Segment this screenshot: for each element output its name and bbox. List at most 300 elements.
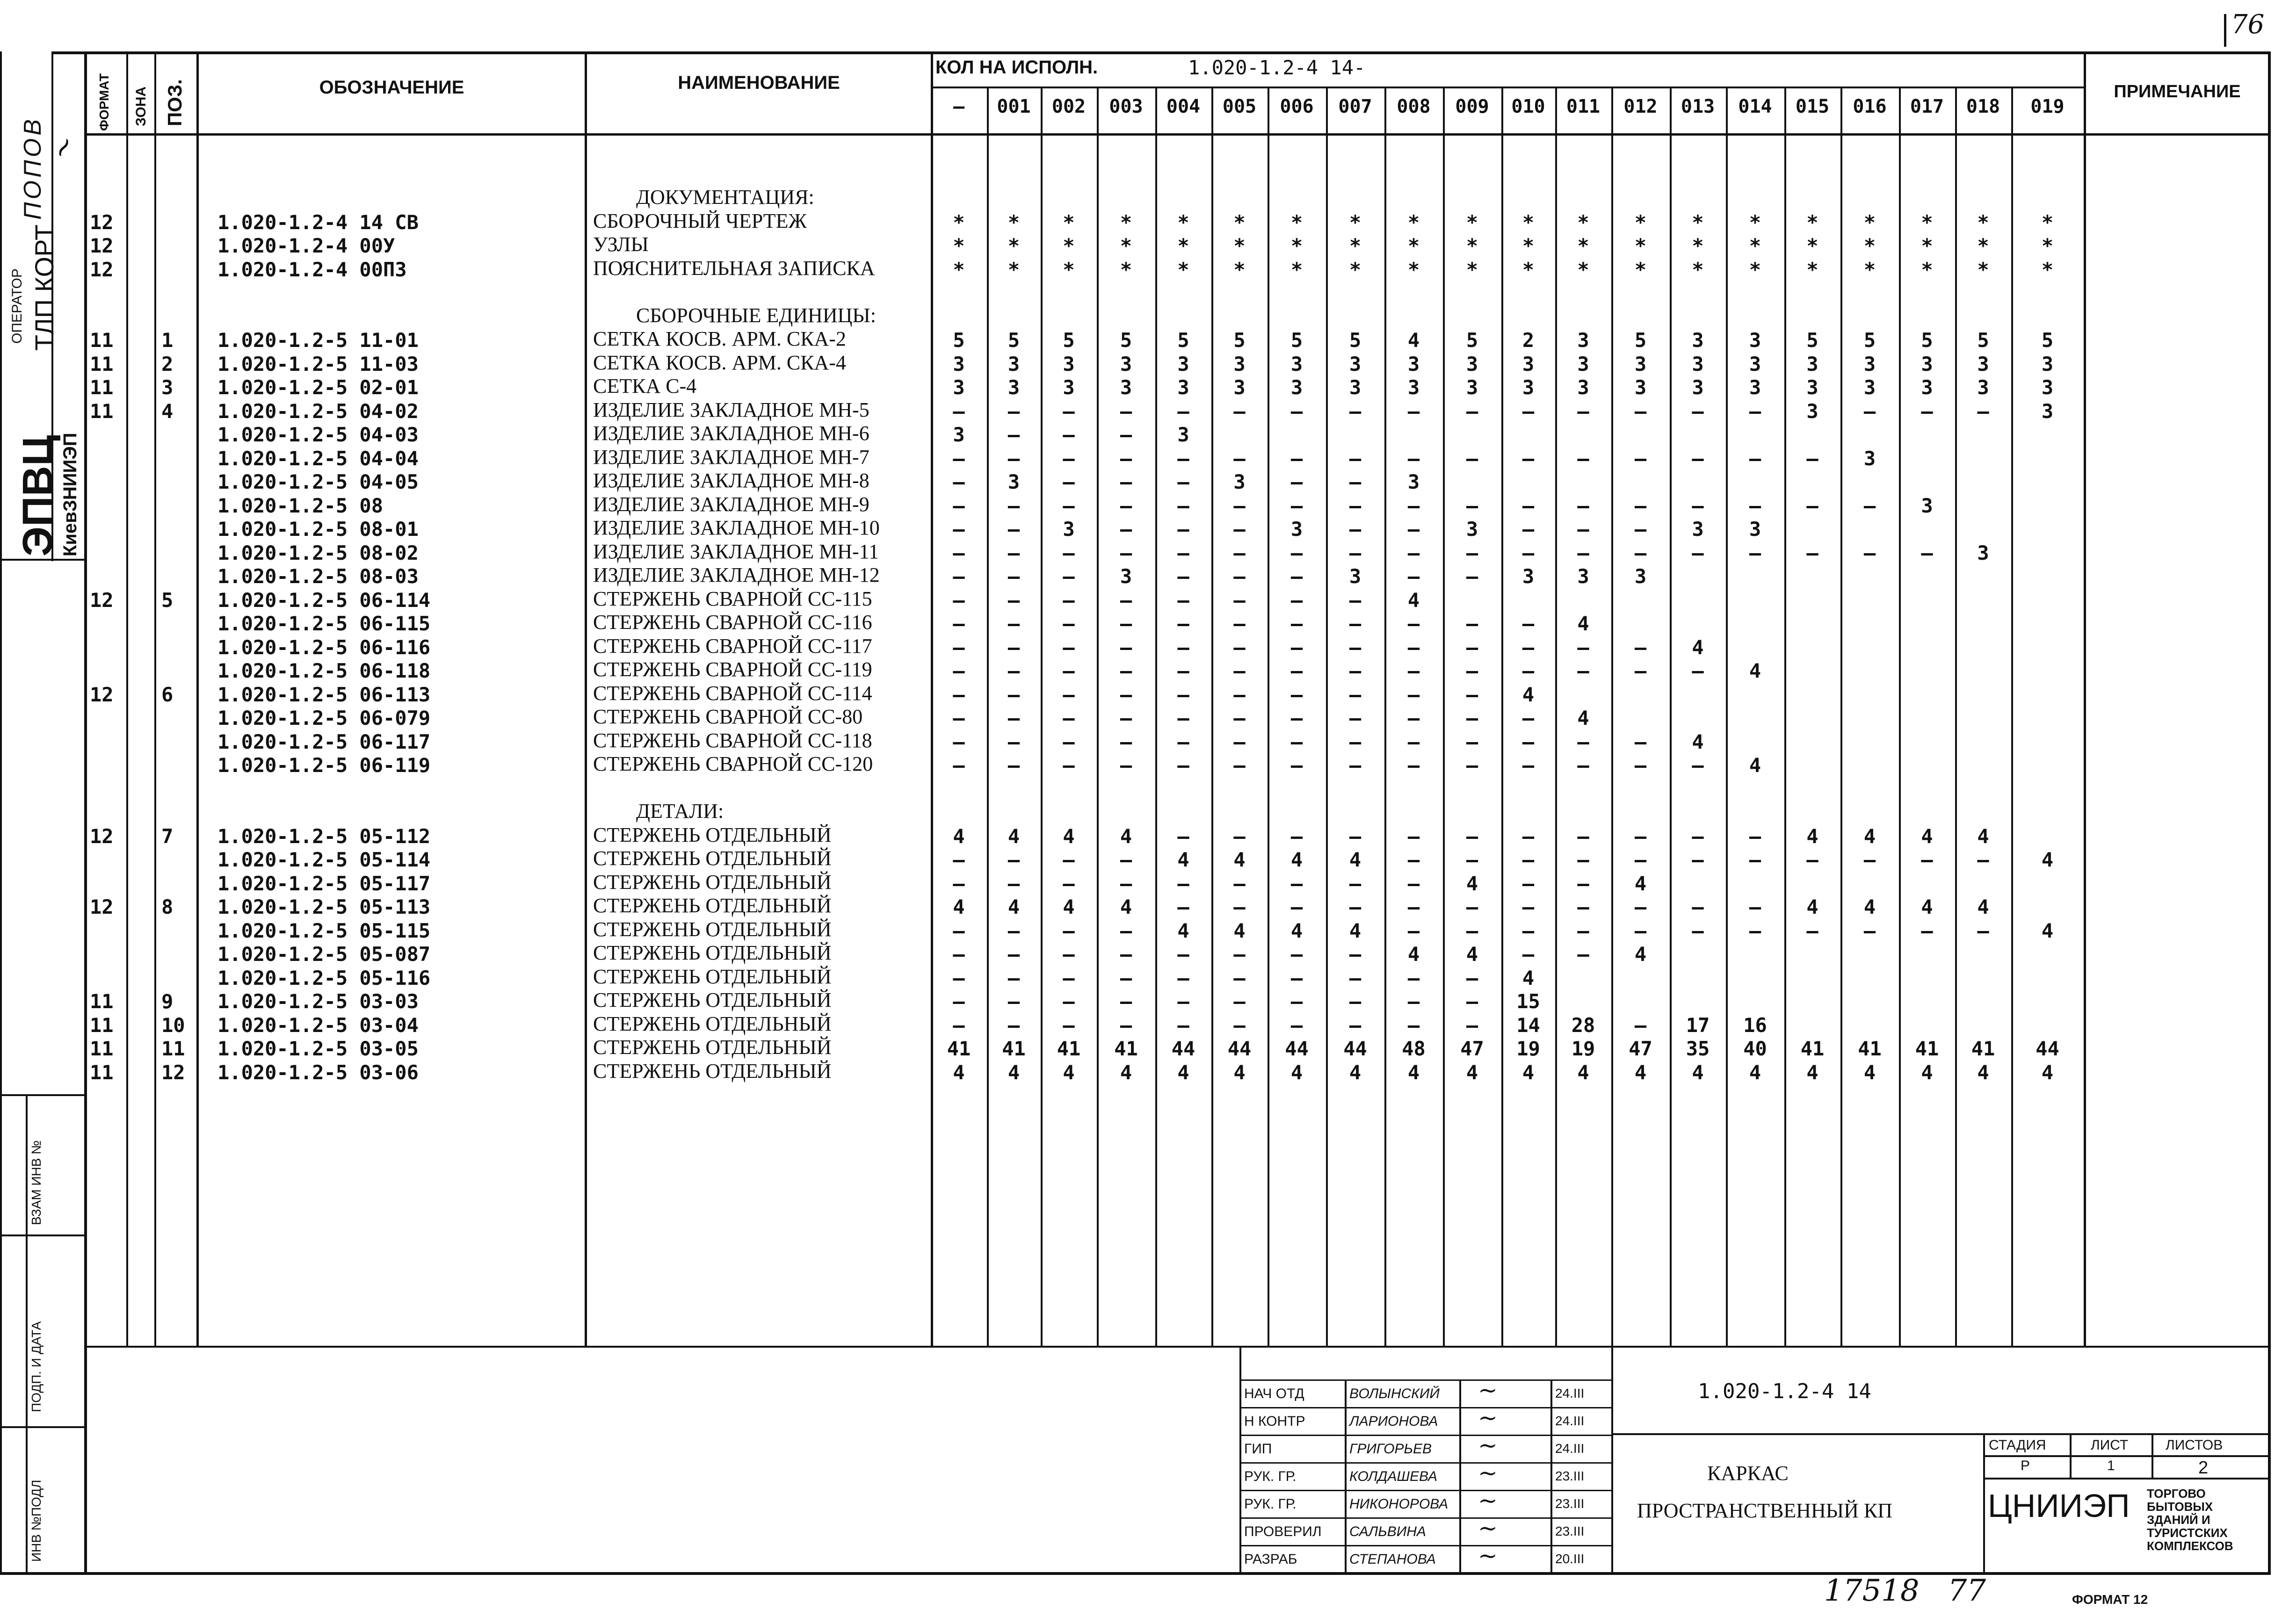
qty-cell: — — [1290, 683, 1303, 706]
qty-cell: — — [1749, 399, 1761, 423]
qty-cell: — — [1577, 518, 1589, 541]
row-designation: 1.020-1.2-5 04-02 — [217, 399, 419, 423]
qty-cell: 4 — [1634, 1061, 1647, 1084]
qty-cell: — — [1007, 541, 1020, 564]
qty-cell: — — [1233, 990, 1246, 1013]
qty-cell: 4 — [1007, 1061, 1020, 1084]
qty-cell: 3 — [1177, 423, 1189, 446]
qty-cell: 4 — [1749, 1061, 1761, 1084]
qty-cell: 3 — [1177, 376, 1189, 399]
row-pos: 7 — [161, 824, 174, 848]
row-pos: 2 — [161, 352, 174, 375]
qty-cell: 3 — [1577, 352, 1589, 375]
qty-cell: — — [953, 966, 965, 989]
qty-cell: * — [953, 234, 965, 257]
qty-cell: — — [1407, 848, 1420, 871]
tb-date: 24.III — [1555, 1441, 1585, 1456]
variant-header: 010 — [1511, 96, 1545, 117]
variant-header: 015 — [1795, 96, 1830, 117]
qty-cell: 5 — [1921, 329, 1933, 352]
tb-signature: ~ — [1478, 1459, 1498, 1487]
qty-cell: — — [1007, 754, 1020, 777]
row-pos: 5 — [161, 588, 174, 612]
qty-cell: 4 — [1749, 754, 1761, 777]
qty-cell: 41 — [1057, 1037, 1081, 1060]
qty-cell: 2 — [1522, 329, 1535, 352]
qty-cell: * — [1466, 234, 1478, 257]
variant-header: 014 — [1738, 96, 1772, 117]
qty-cell: — — [1466, 730, 1478, 753]
qty-cell: — — [1466, 565, 1478, 588]
qty-cell: — — [1063, 872, 1075, 895]
qty-cell: 5 — [1634, 329, 1647, 352]
qty-cell: — — [953, 919, 965, 942]
row-format: 11 — [90, 399, 114, 423]
qty-cell: — — [1634, 494, 1647, 517]
variant-header: 013 — [1681, 96, 1715, 117]
tb-date: 24.III — [1555, 1414, 1585, 1428]
qty-cell: 5 — [1466, 329, 1478, 352]
qty-cell: 3 — [1749, 329, 1761, 352]
qty-cell: — — [1634, 399, 1647, 423]
header-qty-title: КОЛ НА ИСПОЛН. — [935, 57, 1098, 78]
row-designation: 1.020-1.2-5 08-02 — [217, 541, 419, 564]
qty-cell: * — [1007, 234, 1020, 257]
qty-cell: 3 — [1522, 352, 1535, 375]
qty-cell: 5 — [953, 329, 965, 352]
qty-cell: — — [1349, 635, 1362, 659]
qty-cell: — — [1466, 612, 1478, 635]
qty-cell: — — [1577, 919, 1589, 942]
tb-role: РАЗРАБ — [1244, 1552, 1297, 1567]
tb-role: ГИП — [1244, 1441, 1272, 1457]
qty-cell: — — [1177, 824, 1189, 848]
qty-cell: 4 — [1977, 1061, 1989, 1084]
qty-cell: * — [1577, 210, 1589, 234]
qty-cell: — — [1977, 848, 1989, 871]
qty-cell: * — [1349, 234, 1362, 257]
qty-cell: — — [1063, 966, 1075, 989]
qty-cell: — — [1522, 494, 1535, 517]
qty-cell: 3 — [1692, 329, 1704, 352]
qty-cell: 5 — [1063, 329, 1075, 352]
qty-cell: * — [953, 258, 965, 281]
qty-cell: — — [1977, 919, 1989, 942]
qty-cell: 4 — [1921, 824, 1933, 848]
qty-cell: 3 — [1749, 352, 1761, 375]
qty-cell: — — [1120, 399, 1132, 423]
qty-cell: 4 — [2041, 1061, 2054, 1084]
qty-cell: * — [1233, 234, 1246, 257]
qty-cell: * — [1806, 258, 1818, 281]
tb-signature: ~ — [1478, 1542, 1498, 1569]
qty-cell: 3 — [1921, 376, 1933, 399]
row-format: 12 — [90, 824, 114, 848]
qty-cell: — — [1349, 966, 1362, 989]
qty-cell: — — [953, 518, 965, 541]
row-name: СТЕРЖЕНЬ СВАРНОЙ СС-119 — [593, 658, 872, 681]
stamp-tlp: ТЛП КОРТ — [29, 224, 59, 351]
qty-cell: — — [953, 848, 965, 871]
qty-cell: — — [1407, 990, 1420, 1013]
qty-cell: — — [1063, 612, 1075, 635]
stamp-signature: ~ — [43, 129, 84, 166]
qty-cell: 3 — [1977, 376, 1989, 399]
qty-cell: 3 — [1349, 376, 1362, 399]
row-designation: 1.020-1.2-5 11-03 — [217, 352, 419, 375]
qty-cell: — — [1290, 399, 1303, 423]
qty-cell: 4 — [1290, 1061, 1303, 1084]
qty-cell: 3 — [1863, 376, 1876, 399]
qty-cell: — — [1007, 399, 1020, 423]
qty-cell: — — [1063, 635, 1075, 659]
qty-cell: — — [953, 470, 965, 493]
qty-cell: — — [1407, 399, 1420, 423]
qty-cell: — — [1522, 447, 1535, 470]
qty-cell: 4 — [1806, 824, 1818, 848]
qty-cell: 4 — [1863, 1061, 1876, 1084]
row-name: СБОРОЧНЫЕ ЕДИНИЦЫ: — [636, 303, 876, 327]
qty-cell: * — [1177, 234, 1189, 257]
qty-cell: 16 — [1743, 1013, 1767, 1037]
qty-cell: 4 — [1577, 612, 1589, 635]
qty-cell: — — [1749, 895, 1761, 918]
qty-cell: — — [1577, 635, 1589, 659]
tb-date: 23.III — [1555, 1524, 1585, 1538]
row-name: ИЗДЕЛИЕ ЗАКЛАДНОЕ МН-12 — [593, 563, 880, 586]
qty-cell: 3 — [1007, 470, 1020, 493]
qty-cell: 3 — [1063, 376, 1075, 399]
row-name: СТЕРЖЕНЬ СВАРНОЙ СС-115 — [593, 587, 872, 610]
qty-cell: — — [1977, 399, 1989, 423]
row-designation: 1.020-1.2-5 11-01 — [217, 329, 419, 352]
qty-cell: — — [1466, 399, 1478, 423]
qty-cell: — — [1120, 635, 1132, 659]
row-pos: 6 — [161, 683, 174, 706]
qty-cell: — — [1120, 659, 1132, 682]
qty-cell: — — [1407, 683, 1420, 706]
row-format: 12 — [90, 210, 114, 234]
qty-cell: — — [1692, 494, 1704, 517]
qty-cell: — — [1522, 399, 1535, 423]
row-pos: 4 — [161, 399, 174, 423]
qty-cell: 4 — [1290, 848, 1303, 871]
stamp-inv-orig: ИНВ №ПОДЛ — [29, 1480, 43, 1562]
qty-cell: — — [1692, 659, 1704, 682]
qty-cell: 3 — [1634, 352, 1647, 375]
qty-cell: 3 — [1063, 352, 1075, 375]
tb-signature: ~ — [1478, 1487, 1498, 1514]
qty-cell: * — [1692, 210, 1704, 234]
row-pos: 12 — [161, 1061, 185, 1084]
qty-cell: 41 — [1002, 1037, 1026, 1060]
qty-cell: — — [1634, 659, 1647, 682]
header-name: НАИМЕНОВАНИЕ — [678, 72, 840, 93]
row-designation: 1.020-1.2-5 08-01 — [217, 518, 419, 541]
header-pos: ПОЗ. — [164, 79, 186, 126]
qty-cell: — — [1522, 919, 1535, 942]
row-name: УЗЛЫ — [593, 233, 649, 256]
qty-cell: * — [1692, 258, 1704, 281]
qty-cell: 41 — [1114, 1037, 1138, 1060]
qty-cell: 5 — [1349, 329, 1362, 352]
qty-cell: — — [1407, 707, 1420, 729]
qty-cell: — — [1290, 612, 1303, 635]
qty-cell: — — [1634, 824, 1647, 848]
qty-cell: 4 — [1863, 824, 1876, 848]
qty-cell: — — [1007, 990, 1020, 1013]
qty-cell: — — [1177, 990, 1189, 1013]
qty-cell: * — [1634, 210, 1647, 234]
qty-cell: 3 — [953, 352, 965, 375]
qty-cell: * — [1806, 234, 1818, 257]
qty-cell: 4 — [1349, 848, 1362, 871]
qty-cell: — — [1522, 895, 1535, 918]
qty-cell: — — [1290, 1013, 1303, 1037]
row-designation: 1.020-1.2-5 06-079 — [217, 707, 431, 729]
qty-cell: * — [1407, 234, 1420, 257]
qty-cell: — — [1407, 659, 1420, 682]
variant-header: 008 — [1397, 96, 1431, 117]
row-pos: 10 — [161, 1013, 185, 1037]
qty-cell: 3 — [1634, 376, 1647, 399]
row-format: 11 — [90, 376, 114, 399]
qty-cell: — — [1749, 824, 1761, 848]
tb-org: ЦНИИЭП — [1988, 1487, 2130, 1524]
qty-cell: — — [953, 1013, 965, 1037]
qty-cell: 3 — [1407, 352, 1420, 375]
qty-cell: — — [1466, 635, 1478, 659]
row-designation: 1.020-1.2-5 03-05 — [217, 1037, 419, 1060]
row-name: СТЕРЖЕНЬ ОТДЕЛЬНЫЙ — [593, 1059, 832, 1083]
qty-cell: 3 — [1349, 565, 1362, 588]
qty-cell: — — [1007, 919, 1020, 942]
qty-cell: 4 — [1007, 895, 1020, 918]
qty-cell: 5 — [2041, 329, 2054, 352]
row-format: 12 — [90, 683, 114, 706]
qty-cell: — — [1466, 990, 1478, 1013]
footer-format: ФОРМАТ 12 — [2072, 1592, 2148, 1607]
qty-cell: 4 — [1634, 872, 1647, 895]
qty-cell: — — [1120, 990, 1132, 1013]
qty-cell: * — [1634, 234, 1647, 257]
qty-cell: 35 — [1686, 1037, 1710, 1060]
qty-cell: 4 — [1634, 943, 1647, 966]
qty-cell: — — [1466, 1013, 1478, 1037]
qty-cell: 28 — [1571, 1013, 1595, 1037]
qty-cell: * — [1466, 210, 1478, 234]
row-designation: 1.020-1.2-5 06-116 — [217, 635, 431, 659]
qty-cell: 3 — [1120, 352, 1132, 375]
qty-cell: 4 — [1466, 1061, 1478, 1084]
qty-cell: * — [1466, 258, 1478, 281]
qty-cell: — — [1290, 470, 1303, 493]
qty-cell: — — [1749, 919, 1761, 942]
qty-cell: — — [1007, 659, 1020, 682]
qty-cell: — — [1233, 659, 1246, 682]
header-zone: ЗОНА — [133, 86, 149, 126]
qty-cell: * — [2041, 258, 2054, 281]
qty-cell: — — [1063, 541, 1075, 564]
qty-cell: 4 — [1120, 895, 1132, 918]
qty-cell: 3 — [1063, 518, 1075, 541]
qty-cell: 4 — [1522, 966, 1535, 989]
qty-cell: — — [1466, 447, 1478, 470]
qty-cell: 3 — [1577, 565, 1589, 588]
qty-cell: — — [1349, 990, 1362, 1013]
qty-cell: * — [1977, 234, 1989, 257]
qty-cell: 3 — [1120, 565, 1132, 588]
qty-cell: — — [1120, 730, 1132, 753]
qty-cell: 4 — [1177, 919, 1189, 942]
qty-cell: * — [1863, 258, 1876, 281]
qty-cell: — — [1233, 1013, 1246, 1037]
qty-cell: — — [1120, 612, 1132, 635]
qty-cell: — — [1063, 588, 1075, 612]
row-designation: 1.020-1.2-5 03-04 — [217, 1013, 419, 1037]
row-pos: 11 — [161, 1037, 185, 1060]
variant-header: 019 — [2030, 96, 2065, 117]
footer-handwritten: 17518 77 — [1824, 1573, 1986, 1608]
row-format: 11 — [90, 1013, 114, 1037]
title-block-row-line — [1239, 1462, 1611, 1464]
qty-cell: — — [1522, 730, 1535, 753]
qty-cell: 4 — [2041, 919, 2054, 942]
qty-cell: 47 — [1629, 1037, 1652, 1060]
title-block-row-line — [1239, 1573, 1611, 1574]
qty-cell: — — [1634, 754, 1647, 777]
row-pos: 3 — [161, 376, 174, 399]
qty-cell: — — [1290, 966, 1303, 989]
qty-cell: — — [1806, 919, 1818, 942]
qty-cell: 4 — [1120, 1061, 1132, 1084]
qty-cell: — — [1466, 494, 1478, 517]
qty-cell: 4 — [1806, 895, 1818, 918]
tb-sheet: 1 — [2107, 1458, 2115, 1473]
row-name: СТЕРЖЕНЬ СВАРНОЙ СС-117 — [593, 634, 872, 657]
header-designation: ОБОЗНАЧЕНИЕ — [319, 77, 464, 98]
qty-cell: — — [1233, 518, 1246, 541]
qty-cell: — — [1863, 541, 1876, 564]
qty-cell: — — [1692, 447, 1704, 470]
qty-cell: — — [1349, 659, 1362, 682]
header-base-code: 1.020-1.2-4 14- — [1188, 56, 1366, 79]
row-designation: 1.020-1.2-5 05-114 — [217, 848, 431, 871]
qty-cell: 3 — [2041, 376, 2054, 399]
qty-cell: 3 — [1522, 565, 1535, 588]
title-block-row-line — [1239, 1517, 1611, 1519]
qty-cell: — — [1863, 399, 1876, 423]
qty-cell: — — [1349, 612, 1362, 635]
qty-cell: 3 — [953, 376, 965, 399]
qty-cell: — — [1177, 1013, 1189, 1037]
qty-cell: — — [1120, 966, 1132, 989]
tb-signature: ~ — [1478, 1404, 1498, 1431]
qty-cell: 5 — [1863, 329, 1876, 352]
qty-cell: — — [953, 730, 965, 753]
variant-header: 005 — [1222, 96, 1257, 117]
qty-cell: — — [1007, 872, 1020, 895]
qty-cell: 3 — [1007, 352, 1020, 375]
row-name: СТЕРЖЕНЬ СВАРНОЙ СС-120 — [593, 752, 873, 775]
row-name: СЕТКА КОСВ. АРМ. СКА-4 — [593, 351, 846, 374]
tb-signature: ~ — [1478, 1515, 1498, 1542]
row-name: СТЕРЖЕНЬ ОТДЕЛЬНЫЙ — [593, 823, 832, 846]
qty-cell: — — [1522, 872, 1535, 895]
qty-cell: 40 — [1743, 1037, 1767, 1060]
qty-cell: 4 — [1577, 707, 1589, 729]
qty-cell: * — [2041, 234, 2054, 257]
qty-cell: — — [1290, 588, 1303, 612]
row-name: СБОРОЧНЫЙ ЧЕРТЕЖ — [593, 209, 807, 232]
qty-cell: — — [1007, 730, 1020, 753]
qty-cell: — — [1063, 683, 1075, 706]
qty-cell: 41 — [1800, 1037, 1825, 1060]
qty-cell: 3 — [1634, 565, 1647, 588]
qty-cell: * — [1120, 258, 1132, 281]
qty-cell: — — [1007, 518, 1020, 541]
variant-header: 003 — [1109, 96, 1143, 117]
qty-cell: 4 — [1177, 1061, 1189, 1084]
qty-cell: — — [1177, 588, 1189, 612]
tb-name: ГРИГОРЬЕВ — [1349, 1441, 1432, 1457]
qty-cell: — — [1349, 943, 1362, 966]
row-designation: 1.020-1.2-5 05-112 — [217, 824, 431, 848]
qty-cell: — — [1120, 518, 1132, 541]
qty-cell: — — [1177, 635, 1189, 659]
tb-name: НИКОНОРОВА — [1349, 1496, 1449, 1512]
qty-cell: — — [1577, 754, 1589, 777]
qty-cell: 3 — [1290, 376, 1303, 399]
qty-cell: — — [1233, 943, 1246, 966]
qty-cell: — — [1349, 470, 1362, 493]
qty-cell: 4 — [1522, 1061, 1535, 1084]
qty-cell: — — [1007, 848, 1020, 871]
row-name: СЕТКА С-4 — [593, 375, 697, 397]
tb-name: СТЕПАНОВА — [1349, 1552, 1436, 1567]
qty-cell: 17 — [1686, 1013, 1710, 1037]
qty-cell: 3 — [1806, 352, 1818, 375]
row-designation: 1.020-1.2-4 00У — [217, 234, 395, 257]
qty-cell: — — [1577, 872, 1589, 895]
qty-cell: — — [1177, 470, 1189, 493]
row-name: СТЕРЖЕНЬ ОТДЕЛЬНЫЙ — [593, 894, 832, 917]
row-designation: 1.020-1.2-5 03-03 — [217, 990, 419, 1013]
row-designation: 1.020-1.2-5 05-115 — [217, 919, 431, 942]
stamp-inv-replace: ВЗАМ ИНВ № — [29, 1140, 43, 1225]
qty-cell: * — [1921, 210, 1933, 234]
qty-cell: — — [1120, 919, 1132, 942]
tb-name: ЛАРИОНОВА — [1349, 1414, 1438, 1429]
qty-cell: 3 — [1522, 376, 1535, 399]
row-name: ИЗДЕЛИЕ ЗАКЛАДНОЕ МН-10 — [593, 516, 880, 539]
qty-cell: — — [1233, 588, 1246, 612]
tb-stage-label: СТАДИЯ — [1989, 1437, 2046, 1453]
qty-cell: — — [953, 541, 965, 564]
qty-cell: — — [1233, 565, 1246, 588]
qty-cell: — — [1120, 541, 1132, 564]
qty-cell: 4 — [1233, 919, 1246, 942]
qty-cell: — — [1407, 565, 1420, 588]
qty-cell: * — [1522, 258, 1535, 281]
qty-cell: 44 — [1227, 1037, 1252, 1060]
qty-cell: — — [1921, 399, 1933, 423]
stamp-operator: ОПЕРАТОР — [9, 268, 25, 344]
variant-header: 018 — [1966, 96, 2000, 117]
qty-cell: — — [953, 612, 965, 635]
qty-cell: — — [1577, 659, 1589, 682]
qty-cell: * — [1577, 234, 1589, 257]
